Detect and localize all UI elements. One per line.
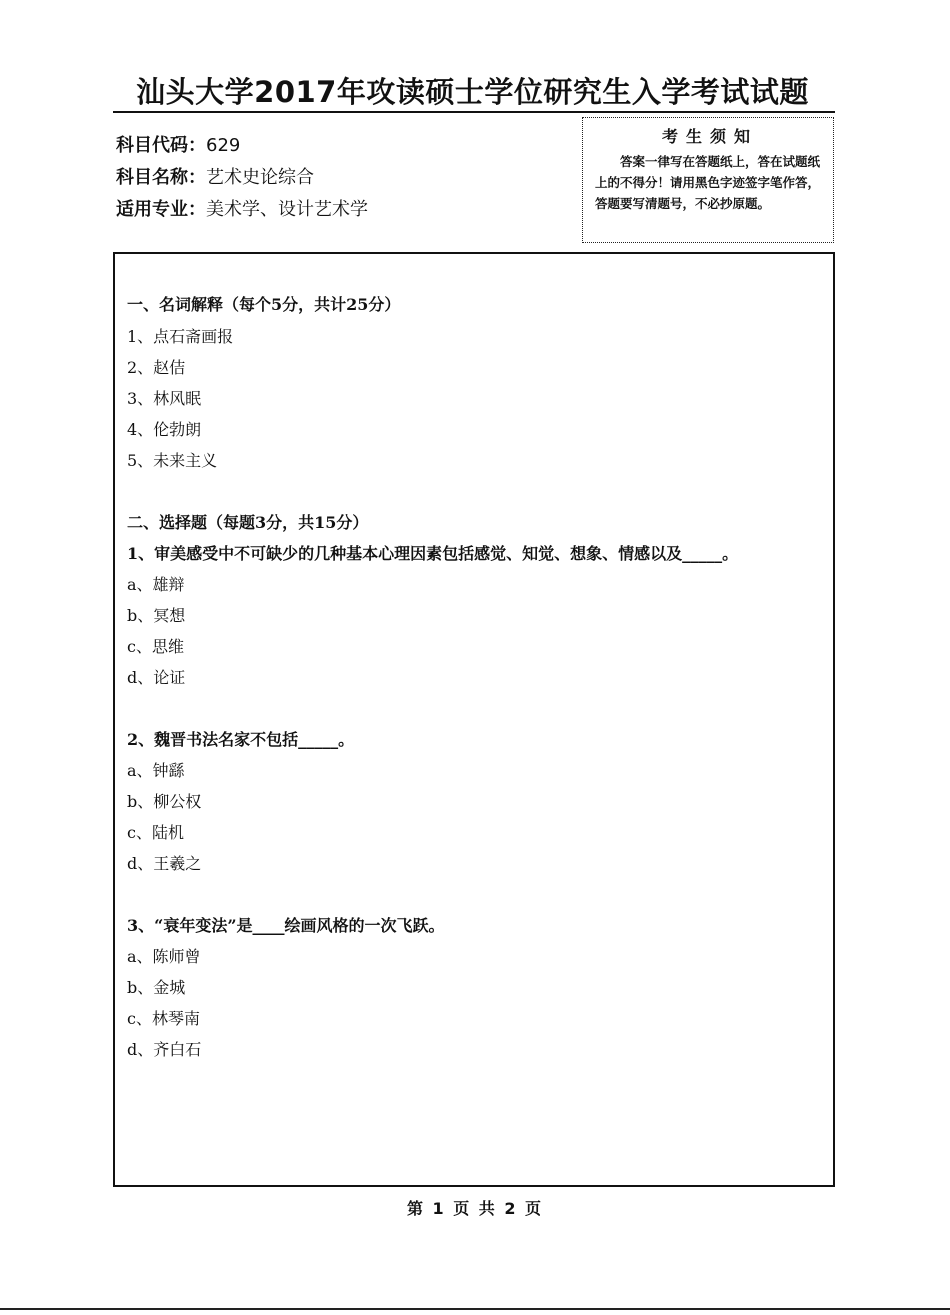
- page-number: 第 1 页 共 2 页: [406, 1199, 544, 1218]
- term-item: 3、林风眠: [127, 389, 202, 408]
- major-label: 适用专业：: [116, 199, 206, 220]
- question-stem: 3、“衰年变法”是____绘画风格的一次飞跃。: [127, 916, 445, 935]
- subject-code-row: [116, 130, 368, 162]
- section-heading-choice: 二、选择题（每题3分，共15分）: [127, 513, 369, 532]
- subject-name-label: 科目名称：: [116, 167, 206, 188]
- option-item: a、陈师曾: [127, 947, 201, 966]
- subject-name-row: [116, 162, 368, 194]
- term-item: 5、未来主义: [127, 451, 218, 470]
- notice-title: 考生须知: [661, 127, 758, 146]
- section-heading-terms: 一、名词解释（每个5分，共计25分）: [127, 295, 401, 314]
- option-item: c、陆机: [127, 823, 184, 842]
- option-item: b、金城: [127, 978, 186, 997]
- option-item: a、雄辩: [127, 575, 185, 594]
- option-item: b、柳公权: [127, 792, 202, 811]
- option-item: c、思维: [127, 637, 184, 656]
- option-item: b、冥想: [127, 606, 186, 625]
- scan-bottom-edge: [0, 1308, 950, 1310]
- question-stem: 1、审美感受中不可缺少的几种基本心理因素包括感觉、知觉、想象、情感以及_____。: [127, 544, 739, 563]
- exam-title: 汕头大学2017年攻读硕士学位研究生入学考试试题: [136, 75, 809, 109]
- subject-code-value: 629: [206, 135, 241, 156]
- subject-code-label: 科目代码：: [116, 135, 206, 156]
- option-item: d、王羲之: [127, 854, 202, 873]
- question-stem: 2、魏晋书法名家不包括_____。: [127, 730, 355, 749]
- term-item: 1、点石斋画报: [127, 327, 234, 346]
- option-item: a、钟繇: [127, 761, 185, 780]
- question-area: [113, 252, 835, 1187]
- option-item: d、齐白石: [127, 1040, 202, 1059]
- option-item: c、林琴南: [127, 1009, 200, 1028]
- option-item: d、论证: [127, 668, 186, 687]
- candidate-notice-box: [582, 117, 834, 243]
- title-underline: [113, 111, 835, 113]
- subject-name-value: 艺术史论综合: [206, 167, 314, 188]
- exam-meta: [116, 130, 368, 226]
- notice-body: 答案一律写在答题纸上，答在试题纸上的不得分！请用黑色字迹签字笔作答，答题要写清题号，不必抄原题。: [595, 154, 821, 211]
- term-item: 2、赵佶: [127, 358, 186, 377]
- major-row: [116, 194, 368, 226]
- major-value: 美术学、设计艺术学: [206, 199, 368, 220]
- term-item: 4、伦勃朗: [127, 420, 202, 439]
